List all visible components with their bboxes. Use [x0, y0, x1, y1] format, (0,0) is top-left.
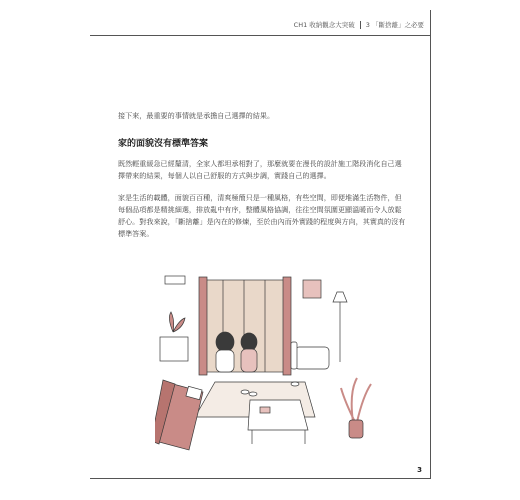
- left-curtain: [199, 277, 207, 375]
- person-right: [241, 333, 257, 351]
- slipper: [241, 390, 249, 394]
- running-header: [294, 20, 424, 29]
- person-left: [216, 332, 234, 352]
- side-cabinet: [160, 337, 188, 361]
- paragraph-2: 家是生活的載體，面貌百百種，清爽極簡只是一種風格，有些空間，即便堆滿生活物件，但每個品項都是精挑細選，排放亂中有序，整體風格協調，往往空間氛圍更顯溫暖而令人放鬆舒心。對我來說，「斷捨離」是內在的修煉，至於由內而外實踐的程度與方向，其實真的沒有標準答案。: [118, 193, 406, 238]
- book-page: [90, 10, 431, 479]
- body-text: [118, 110, 408, 250]
- header-rule: [90, 35, 430, 36]
- wall-shelf-books: [165, 276, 185, 284]
- coffee-table: [248, 400, 308, 430]
- vase: [349, 420, 363, 438]
- section-heading: 家的面貌沒有標準答案: [118, 139, 209, 149]
- right-curtain: [283, 277, 291, 375]
- person-right-body: [241, 349, 257, 372]
- armchair: [295, 347, 329, 369]
- table-books: [260, 407, 270, 413]
- wall-picture: [303, 280, 321, 298]
- section-title: 3 「斷捨離」之必要: [365, 21, 424, 29]
- floor-lamp: [333, 292, 347, 302]
- person-left-body: [216, 350, 234, 372]
- potted-plant: [169, 312, 185, 332]
- living-room-illustration: [155, 272, 400, 457]
- paragraph-1: 既然輕重緩急已經釐清，全家人都坦承相對了，那麼就要在漫長的設計施工階段消化自己選擇帶來的結果，每個人以自己舒服的方式與步調，實踐自己的選擇。: [118, 159, 402, 180]
- page-number: 3: [417, 466, 422, 474]
- intro-paragraph: 接下來，最重要的事情就是承擔自己選擇的結果。: [118, 111, 275, 120]
- chapter-title: CH1 收納觀念大突破: [293, 21, 355, 29]
- header-separator: [360, 21, 361, 29]
